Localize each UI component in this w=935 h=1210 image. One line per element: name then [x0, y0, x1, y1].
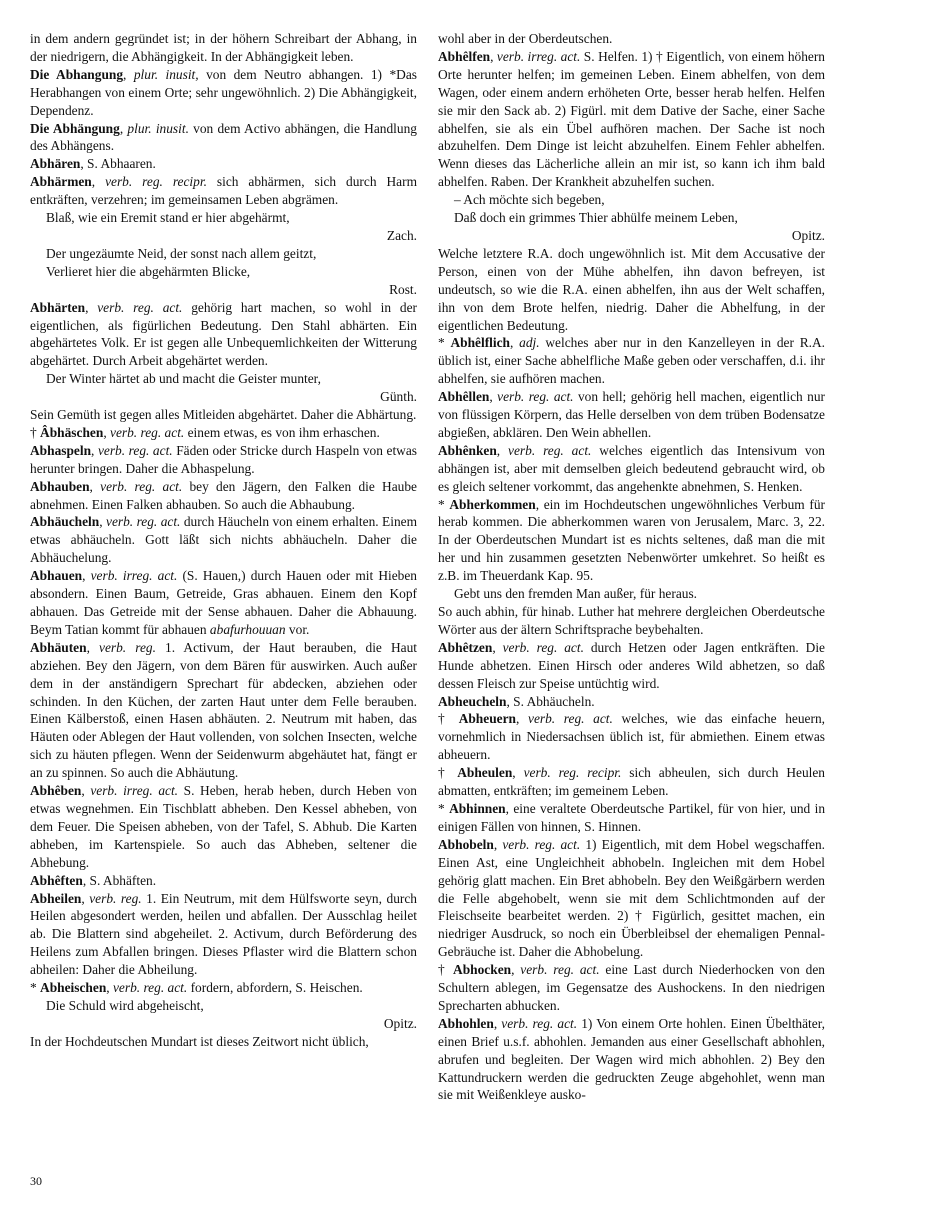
entry-text: Daß doch ein grimmes Thier abhülfe meinem Leben,	[454, 210, 738, 226]
headword: Abhären	[30, 156, 81, 172]
entry-text: ,	[496, 442, 509, 458]
entry-text: Der Winter härtet ab und macht die Geister munter,	[46, 371, 321, 387]
headword: Abhauben	[30, 478, 90, 494]
quotation-line	[30, 263, 417, 281]
entry-text: ,	[103, 424, 111, 440]
dictionary-entry	[438, 48, 825, 191]
entry-text: wohl aber in der Oberdeutschen.	[438, 31, 613, 46]
entry-text: , eine veraltete Oberdeutsche Partikel, für von hier, und in einigen Fällen von hinnen, S. Hinnen.	[438, 800, 826, 834]
grammar-label: verb. reg. act.	[508, 442, 592, 458]
grammar-label: verb. reg. act.	[501, 1015, 578, 1031]
grammar-label: verb. irreg. act.	[496, 48, 581, 64]
entry-text: gehörig hart machen, so wohl in der eigentlichen, als figürlichen Bedeutung. Den Stahl abhärten. Ein abgehärtetes Volk. Er ist gegen alle Unbequemlichkeiten der Witterung abgehärtet. Durch Arbeit abgehärtet werden.	[30, 299, 417, 369]
headword: Abheulen	[457, 765, 513, 781]
entry-text: Gebt uns den fremden Man außer, für heraus.	[454, 586, 698, 602]
entry-text: Welche letztere R.A. doch ungewöhnlich ist. Mit dem Accusative der Person, einen von der Mühe abhelfen, ihn davon befreyen, ist undeutsch, so wie die R.A. einen abhelfen, ihn aus der Welt schaffen, ihn von dem Brote helfen, niedrig. Daher die Abhelfung, in der eigentlichen Bedeutung.	[438, 245, 825, 333]
entry-text: ,	[82, 568, 91, 584]
entry-text: durch Häucheln von einem erhalten. Einem etwas abhäucheln. Gott läßt sich nichts abhäucheln. Daher die Abhäuchelung.	[30, 514, 417, 566]
dictionary-entry	[438, 710, 825, 764]
headword: Abherkommen	[449, 496, 536, 512]
entry-text: S. Heben, herab heben, durch Heben von etwas wegnehmen. Ein Tischblatt abheben. Den Kessel abheben, von dem Feuer. Die Speisen abheben, von der Tafel, S. Abhub. Die Karten abheben, im Kartenspiele. So auch das Abheben, seltener die Abhebung.	[30, 783, 417, 870]
entry-text: vor.	[285, 621, 310, 637]
dictionary-entry	[438, 800, 825, 836]
entry-text: *	[438, 496, 450, 512]
entry-text: *	[438, 335, 451, 351]
grammar-label: verb. reg. act.	[106, 514, 181, 530]
headword: Âbhäschen	[40, 424, 104, 440]
entry-text: welches, wie das einfache heuern, vornehmlich in Niedersachsen üblich ist, für abmiethen. Einem etwas abheuern.	[438, 711, 825, 763]
entry-text: 1) Eigentlich, mit dem Hobel wegschaffen. Einen Ast, eine Ungleichheit abhobeln. Ingleichen mit dem Hobel gehörig glatt machen. Ein Bret abhobeln. Bey den Weißgärbern werden die Felle abgehobelt, wenn sie mit dem Schlichtmonden auf der Fleischseite bearbeitet werden. 2) † Figürlich, gesittet machen, ein niedriger Ausdruck, so noch ein Überbleibsel der ehemaligen Pennal-Gebräuche ist. Daher die Abhobelung.	[438, 836, 825, 960]
entry-text: welches eigentlich das Intensivum von abhängen ist, aber mit demselben gleich bedeutend gebraucht wird, ob es gleich seltener vorkommt, das angehenkte abnehmen, S. Henken.	[438, 442, 825, 494]
grammar-label: abafurhouuan	[209, 621, 286, 637]
quotation-source	[438, 227, 825, 245]
entry-text: Opitz.	[383, 1015, 417, 1031]
page-number: 30	[30, 1174, 42, 1188]
grammar-label: verb. irreg. act.	[90, 783, 179, 799]
grammar-label: verb. irreg. act.	[90, 568, 178, 584]
entry-text: ,	[81, 890, 90, 906]
entry-text: †	[438, 765, 458, 781]
entry-text: †	[30, 424, 41, 440]
entry-text: S. Helfen. 1) † Eigentlich, von einem höhern Orte herunter helfen; im gemeinen Leben. Einem abhelfen, von dem Wagen, oder einem andern erhöheten Orte, besser herab helfen. Helfen sie mir den Sack ab. 2) Figürl. mit dem Dative der Sache, einer Sache abhelfen, sie als ein Übel aufhören machen. Der Sache ist noch abzuhelfen. Dem Dinge ist leicht abzuhelfen. Einem Fehler abhelfen. Wenn dieses das Lächerliche allein an mir ist, so kann ich ihm bald abhelfen. Raben. Der Krankheit abzuhelfen suchen.	[438, 48, 825, 190]
headword: Abhobeln	[438, 836, 494, 852]
entry-text: *	[438, 800, 450, 816]
entry-text: ,	[119, 120, 128, 136]
entry-text: Sein Gemüth ist gegen alles Mitleiden abgehärtet. Daher die Abhärtung.	[30, 407, 417, 423]
entry-text: welches aber nur in den Kanzelleyen in der R.A. üblich ist, einer Sache abhelfliche Maße geben oder verschaffen, d.i. ihr abhelfen, sie aufhören machen.	[438, 335, 825, 387]
dictionary-entry	[30, 639, 417, 782]
quotation-line	[438, 585, 825, 603]
text-paragraph	[30, 1033, 417, 1051]
entry-text: Die Schuld wird abgeheischt,	[46, 997, 204, 1013]
text-paragraph	[30, 30, 417, 66]
right-column	[438, 30, 825, 1104]
headword: Abhauen	[30, 568, 83, 584]
grammar-label: verb. reg. act.	[100, 478, 183, 494]
dictionary-entry	[30, 173, 417, 209]
entry-text: †	[438, 711, 459, 727]
quotation-source	[30, 1015, 417, 1033]
quotation-line	[30, 209, 417, 227]
dictionary-entry	[30, 120, 417, 156]
entry-text: ,	[86, 639, 99, 655]
headword: Die Abhangung	[30, 66, 124, 82]
entry-text: ,	[106, 980, 113, 996]
entry-text: durch Hetzen oder Jagen entkräften. Die Hunde abhetzen. Einen Hirsch oder anderes Wild abhetzen, so daß dessen Fleisch zur Speise untüchtig wird.	[438, 639, 826, 691]
quotation-line	[30, 997, 417, 1015]
quotation-source	[30, 388, 417, 406]
headword: Abhêlflich	[450, 335, 510, 351]
entry-text: , S. Abhaaren.	[80, 156, 156, 172]
entry-text: ,	[493, 836, 503, 852]
quotation-line	[30, 370, 417, 388]
entry-text: 1. Activum, der Haut berauben, die Haut abziehen. Bey den Jägern, von dem Bären für auswirken. Auch außer dem in der anständigern Sprechart für abdecken, abziehen oder schinden. In den Küchen, der zarten Haut unter dem Felle berauben. Einen Kälberstoß, einen Hasen abhäuten. 2. Neutrum mit haben, das Häuten oder Ablegen der Haut vollenden, von solchen Insecten, welche sich zu häuten pflegen. Wenn der Seidenwurm abgehäutet hat, fängt er an zu spinnen. So auch die Abhäutung.	[30, 639, 417, 781]
grammar-label: verb. reg.	[99, 639, 156, 655]
quotation-line	[30, 245, 417, 263]
entry-text: So auch abhin, für hinab. Luther hat mehrere dergleichen Oberdeutsche Wörter aus der ältern Schriftsprache beybehalten.	[438, 604, 825, 637]
entry-text: bey den Jägern, den Falken die Haube abnehmen. Einen Falken abhauben. So auch die Abhaubung.	[30, 478, 417, 512]
quotation-line	[438, 209, 825, 227]
dictionary-entry	[30, 872, 417, 890]
entry-text: von dem Activo abhängen, die Handlung des Abhängens.	[30, 120, 417, 154]
headword: Abheucheln	[438, 693, 507, 709]
headword: Abhêllen	[438, 389, 490, 405]
dictionary-entry	[30, 442, 417, 478]
entry-text: Der ungezäumte Neid, der sonst nach allem geitzt,	[46, 245, 317, 261]
dictionary-entry	[438, 1015, 825, 1105]
grammar-label: verb. reg. act.	[97, 299, 183, 315]
dictionary-entry	[30, 66, 417, 120]
entry-text: In der Hochdeutschen Mundart ist dieses Zeitwort nicht üblich,	[30, 1033, 369, 1049]
entry-text: , S. Abhäucheln.	[506, 693, 595, 709]
grammar-label: plur. inusit.	[127, 120, 189, 136]
grammar-label: verb. reg. act.	[97, 442, 173, 458]
entry-text: ,	[510, 335, 520, 351]
headword: Abhêtzen	[438, 639, 493, 655]
grammar-label: verb. reg. recipr.	[105, 174, 207, 190]
headword: Abhênken	[438, 442, 497, 458]
entry-text: Günth.	[380, 389, 417, 405]
entry-text: Opitz.	[791, 227, 825, 243]
entry-text: ,	[99, 514, 106, 530]
entry-text: , ein im Hochdeutschen ungewöhnliches Verbum für herab kommen. Die abherkommen waren von Jerusalem, Marc. 3, 22. In der Oberdeutschen Mundart ist es nichts seltenes, daß man die mit her und hin zusammen gesetzten Nebenwörter umkehret. So heißt es z.B. im Theuerdank Kap. 95.	[438, 496, 825, 584]
grammar-label: verb. reg. act.	[520, 962, 600, 978]
headword: Die Abhängung	[30, 120, 120, 136]
entry-text: ,	[89, 478, 101, 494]
quotation-source	[30, 281, 417, 299]
entry-text: ,	[515, 711, 528, 727]
entry-text: ,	[123, 66, 134, 82]
grammar-label: verb. reg. act.	[112, 980, 188, 996]
dictionary-entry	[438, 961, 825, 1015]
grammar-label: verb. reg. act.	[110, 424, 185, 440]
dictionary-entry	[438, 388, 825, 442]
headword: Abhêben	[30, 783, 82, 799]
dictionary-entry	[30, 478, 417, 514]
dictionary-entry	[30, 782, 417, 872]
dictionary-entry	[30, 979, 417, 997]
entry-text: ,	[492, 639, 503, 655]
entry-text: ,	[512, 765, 524, 781]
entry-text: ,	[91, 174, 106, 190]
dictionary-entry	[438, 639, 825, 693]
dictionary-entry	[30, 155, 417, 173]
dictionary-entry	[438, 496, 825, 586]
text-paragraph	[438, 245, 825, 335]
headword: Abhärten	[30, 299, 86, 315]
headword: Abheuern	[458, 711, 516, 727]
dictionary-entry	[30, 890, 417, 980]
headword: Abhocken	[453, 962, 512, 978]
entry-text: eine Last durch Niederhocken von den Schultern ablegen, im Gegensatze des Aushockens. In den niedrigen Sprecharten abhucken.	[438, 962, 825, 1013]
entry-text: ,	[81, 783, 91, 799]
entry-text: *	[30, 980, 41, 996]
text-paragraph	[438, 30, 825, 48]
dictionary-entry	[438, 836, 825, 961]
dictionary-entry	[30, 299, 417, 371]
entry-text: ,	[91, 442, 98, 458]
headword: Abheilen	[30, 890, 82, 906]
entry-text: 1) Von einem Orte hohlen. Einen Übelthäter, einen Brief u.s.f. abhohlen. Jemanden aus einer Gesellschaft abhohlen, abrufen und begleiten. Der Wagen wird mich abhohlen. 2) Bey den Kattundruckern werden die gedruckten Zeuge abgehohlet, wenn man sie mit Weißenkleye ausko-	[438, 1015, 825, 1103]
grammar-label: verb. reg. act.	[502, 639, 584, 655]
headword: Abhärmen	[30, 174, 92, 190]
entry-text: Fäden oder Stricke durch Haspeln von etwas herunter bringen. Daher die Abhaspelung.	[30, 442, 417, 476]
quotation-source	[30, 227, 417, 245]
dictionary-entry	[30, 567, 417, 639]
entry-text: (S. Hauen,) durch Hauen oder mit Hieben absondern. Einen Baum, Getreide, Gras abhauen. Einem den Kopf abhauen. Das Getreide mit der Sense abhauen. Daher die Abhauung. Beym Tatian kommt für abhauen	[30, 568, 417, 637]
entry-text: Zach.	[386, 227, 417, 243]
headword: Abhêften	[30, 872, 83, 888]
left-column	[30, 30, 417, 1051]
entry-text: ,	[493, 1015, 502, 1031]
text-paragraph	[438, 603, 825, 639]
grammar-label: verb. reg. act.	[502, 836, 581, 852]
headword: Abhaspeln	[30, 442, 92, 458]
dictionary-entry	[438, 764, 825, 800]
entry-text: – Ach möchte sich begeben,	[454, 192, 605, 208]
dictionary-entry	[438, 442, 825, 496]
headword: Abhäuten	[30, 639, 87, 655]
text-paragraph	[30, 406, 417, 424]
grammar-label: verb. reg. act.	[497, 389, 574, 405]
entry-text: Blaß, wie ein Eremit stand er hier abgehärmt,	[46, 210, 290, 226]
entry-text: ,	[489, 389, 498, 405]
entry-text: von hell; gehörig hell machen, eigentlich nur von flüssigen Körpern, das Helle derselben von dem trüben Bodensatze abgießen, abklären. Den Wein abhellen.	[438, 389, 826, 440]
dictionary-entry	[30, 424, 417, 442]
entry-text: sich abhärmen, sich durch Harm entkräften, verzehren; im gemeinsamen Leben abgrämen.	[30, 174, 417, 208]
dictionary-entry	[30, 513, 417, 567]
headword: Abhêlfen	[438, 48, 491, 64]
headword: Abhinnen	[449, 800, 506, 816]
entry-text: einem etwas, es von ihm erhaschen.	[184, 424, 380, 440]
dictionary-entry	[438, 693, 825, 711]
grammar-label: adj.	[519, 335, 540, 351]
entry-text: Verlieret hier die abgehärmten Blicke,	[46, 263, 251, 279]
grammar-label: verb. reg. recipr.	[523, 765, 622, 781]
entry-text: †	[438, 962, 454, 978]
grammar-label: plur. inusit,	[133, 66, 199, 82]
grammar-label: verb. reg. act.	[528, 711, 613, 727]
entry-text: 1. Ein Neutrum, mit dem Hülfsworte seyn, durch Heilen abgesondert werden, heilen und abfallen. Der Ausschlag heilet ab. Die Blattern sind abgeheilet. 2. Activum, durch Beförderung des Heilens zum Abfallen bringen. Dieses Pflaster wird die Blattern schon abheilen: Daher die Abheilung.	[30, 890, 417, 978]
headword: Abhäucheln	[30, 514, 100, 530]
dictionary-entry	[438, 334, 825, 388]
entry-text: ,	[85, 299, 98, 315]
entry-text: fordern, abfordern, S. Heischen.	[187, 980, 363, 996]
entry-text: in dem andern gegründet ist; in der höhern Schreibart der Abhang, in der niedrigern, die Abhängigkeit. In der Abhängigkeit leben.	[30, 31, 417, 64]
entry-text: von dem Neutro abhangen. 1) *Das Herabhangen von einem Orte; sehr ungewöhnlich. 2) Die Abhängigkeit, Dependenz.	[30, 66, 417, 118]
quotation-line	[438, 191, 825, 209]
entry-text: ,	[511, 962, 521, 978]
entry-text: , S. Abhäften.	[82, 872, 157, 888]
entry-text: Rost.	[389, 281, 417, 297]
grammar-label: verb. reg.	[89, 890, 142, 906]
entry-text: ,	[490, 48, 497, 64]
headword: Abheischen	[40, 980, 107, 996]
headword: Abhohlen	[438, 1015, 494, 1031]
entry-text: sich abheulen, sich durch Heulen abmatten, entkräften; im gemeinem Leben.	[438, 765, 825, 799]
